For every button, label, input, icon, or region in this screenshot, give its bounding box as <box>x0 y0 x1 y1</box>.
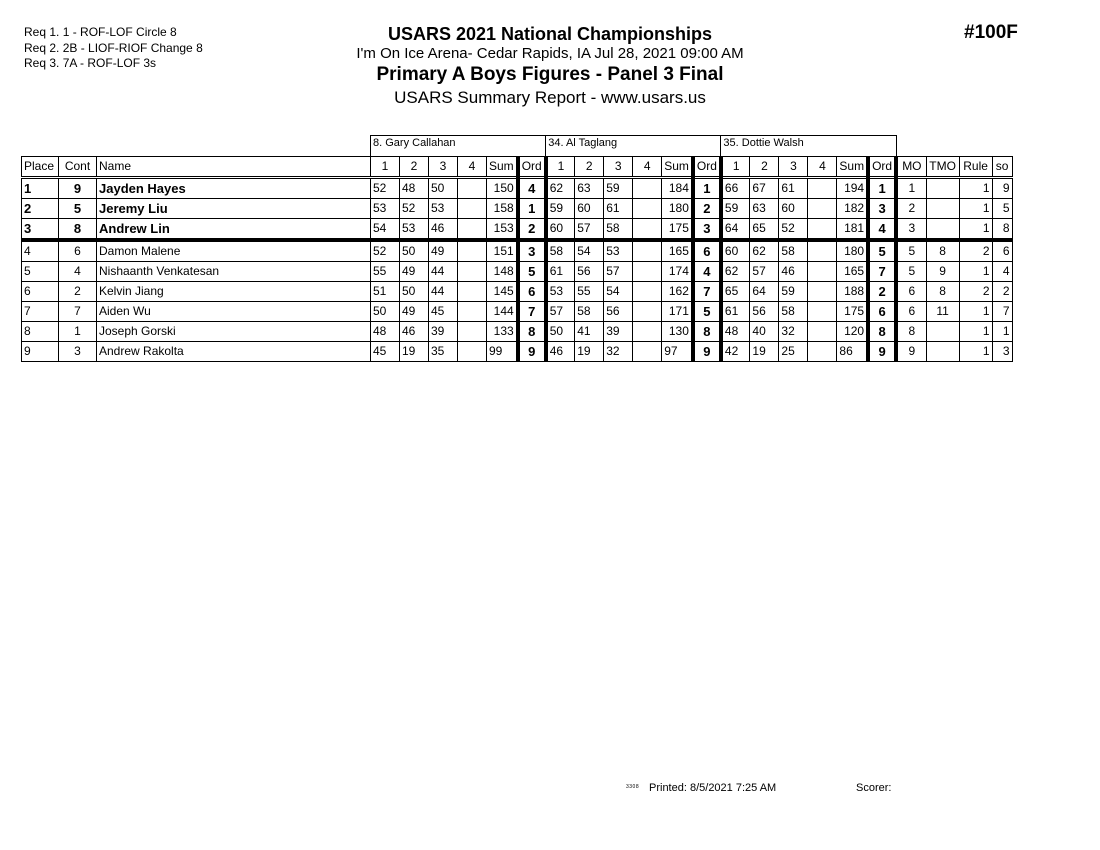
ordinal-cell: 4 <box>868 219 896 241</box>
figure-score: 32 <box>779 322 808 342</box>
figure-score: 49 <box>400 262 429 282</box>
figure-score: 65 <box>721 282 750 302</box>
sum-cell: 133 <box>487 322 518 342</box>
ordinal-cell: 9 <box>868 342 896 362</box>
result-row <box>22 262 1013 282</box>
figure-score: 64 <box>750 282 779 302</box>
figure-score <box>808 282 837 302</box>
ordinal-cell: 8 <box>518 322 546 342</box>
ordinal-cell: 7 <box>518 302 546 322</box>
col-ord: Ord <box>868 157 896 178</box>
col-place: Place <box>22 157 59 178</box>
ordinal-cell: 3 <box>868 199 896 219</box>
rule-cell: 1 <box>959 178 992 199</box>
sum-cell: 97 <box>662 342 693 362</box>
mo-cell: 6 <box>896 302 926 322</box>
cont-cell: 9 <box>59 178 97 199</box>
col-ord: Ord <box>693 157 721 178</box>
cont-cell: 3 <box>59 342 97 362</box>
figure-score: 25 <box>779 342 808 362</box>
so-cell: 4 <box>992 262 1012 282</box>
tmo-cell <box>926 199 959 219</box>
rule-cell: 1 <box>959 322 992 342</box>
rule-cell: 1 <box>959 342 992 362</box>
figure-score <box>808 322 837 342</box>
result-row <box>22 199 1013 219</box>
tmo-cell: 8 <box>926 240 959 262</box>
cont-cell: 7 <box>59 302 97 322</box>
figure-score: 63 <box>750 199 779 219</box>
scorer-label: Scorer: <box>856 782 892 794</box>
col-fig-2: 2 <box>750 157 779 178</box>
figure-score <box>808 342 837 362</box>
figure-score: 48 <box>371 322 400 342</box>
sum-cell: 175 <box>837 302 868 322</box>
sum-cell: 171 <box>662 302 693 322</box>
mo-cell: 3 <box>896 219 926 241</box>
figure-score: 62 <box>546 178 575 199</box>
col-fig-4: 4 <box>458 157 487 178</box>
figure-score: 52 <box>779 219 808 241</box>
figure-score <box>458 302 487 322</box>
tmo-cell: 8 <box>926 282 959 302</box>
ordinal-cell: 7 <box>868 262 896 282</box>
col-sum: Sum <box>662 157 693 178</box>
tmo-cell <box>926 322 959 342</box>
figure-score <box>633 322 662 342</box>
col-fig-3: 3 <box>779 157 808 178</box>
figure-score: 46 <box>400 322 429 342</box>
event-title: Primary A Boys Figures - Panel 3 Final <box>376 64 724 85</box>
figure-score <box>458 262 487 282</box>
skater-name: Damon Malene <box>97 240 371 262</box>
place-cell: 5 <box>22 262 59 282</box>
figure-score <box>633 262 662 282</box>
ordinal-cell: 1 <box>868 178 896 199</box>
figure-score <box>808 302 837 322</box>
figure-score: 64 <box>721 219 750 241</box>
figure-score: 53 <box>604 240 633 262</box>
figure-score: 52 <box>371 178 400 199</box>
printed-timestamp: Printed: 8/5/2021 7:25 AM <box>649 782 777 794</box>
col-fig-3: 3 <box>429 157 458 178</box>
figure-score: 57 <box>750 262 779 282</box>
ordinal-cell: 5 <box>693 302 721 322</box>
figure-score: 45 <box>371 342 400 362</box>
sum-cell: 86 <box>837 342 868 362</box>
so-cell: 5 <box>992 199 1012 219</box>
figure-score: 59 <box>546 199 575 219</box>
figure-score: 19 <box>400 342 429 362</box>
col-sum: Sum <box>837 157 868 178</box>
figure-score <box>633 199 662 219</box>
figure-score: 19 <box>750 342 779 362</box>
cont-cell: 6 <box>59 240 97 262</box>
ordinal-cell: 6 <box>868 302 896 322</box>
result-row <box>22 219 1013 241</box>
figure-score <box>808 219 837 241</box>
requirement-item: Req 1. 1 - ROF-LOF Circle 8 <box>24 25 177 39</box>
figure-score: 49 <box>429 240 458 262</box>
place-cell: 6 <box>22 282 59 302</box>
figure-score: 44 <box>429 262 458 282</box>
figure-score: 55 <box>371 262 400 282</box>
figure-score: 59 <box>779 282 808 302</box>
tmo-cell: 11 <box>926 302 959 322</box>
judge-name: 8. Gary Callahan <box>371 136 546 157</box>
requirements-list <box>24 25 203 72</box>
figure-score: 19 <box>575 342 604 362</box>
col-so: so <box>992 157 1012 178</box>
figure-score: 56 <box>575 262 604 282</box>
result-row <box>22 178 1013 199</box>
ordinal-cell: 4 <box>518 178 546 199</box>
so-cell: 1 <box>992 322 1012 342</box>
sum-cell: 165 <box>662 240 693 262</box>
skater-name: Joseph Gorski <box>97 322 371 342</box>
figure-score: 53 <box>546 282 575 302</box>
ordinal-cell: 6 <box>693 240 721 262</box>
sum-cell: 181 <box>837 219 868 241</box>
figure-score: 42 <box>721 342 750 362</box>
figure-score: 54 <box>371 219 400 241</box>
figure-score: 58 <box>779 302 808 322</box>
skater-name: Andrew Lin <box>97 219 371 241</box>
requirement-item: Req 2. 2B - LIOF-RIOF Change 8 <box>24 40 203 55</box>
sum-cell: 188 <box>837 282 868 302</box>
tmo-cell <box>926 178 959 199</box>
figure-score <box>633 282 662 302</box>
figure-score <box>808 199 837 219</box>
col-fig-1: 1 <box>371 157 400 178</box>
figure-score: 61 <box>779 178 808 199</box>
figure-score: 59 <box>721 199 750 219</box>
place-cell: 1 <box>22 178 59 199</box>
skater-name: Nishaanth Venkatesan <box>97 262 371 282</box>
figure-score: 44 <box>429 282 458 302</box>
figure-score: 60 <box>779 199 808 219</box>
ordinal-cell: 2 <box>518 219 546 241</box>
col-name: Name <box>97 157 371 178</box>
rule-cell: 2 <box>959 240 992 262</box>
ordinal-cell: 3 <box>518 240 546 262</box>
sum-cell: 182 <box>837 199 868 219</box>
figure-score <box>633 219 662 241</box>
figure-score: 39 <box>604 322 633 342</box>
mo-cell: 1 <box>896 178 926 199</box>
figure-score: 60 <box>721 240 750 262</box>
col-ord: Ord <box>518 157 546 178</box>
figure-score <box>458 282 487 302</box>
figure-score <box>633 240 662 262</box>
footer-code: 3308 <box>626 784 640 790</box>
cont-cell: 5 <box>59 199 97 219</box>
venue-date: I'm On Ice Arena- Cedar Rapids, IA Jul 28, 2021 09:00 AM <box>356 45 744 62</box>
figure-score <box>458 342 487 362</box>
col-sum: Sum <box>487 157 518 178</box>
sum-cell: 151 <box>487 240 518 262</box>
sum-cell: 148 <box>487 262 518 282</box>
mo-cell: 6 <box>896 282 926 302</box>
figure-score: 56 <box>604 302 633 322</box>
place-cell: 2 <box>22 199 59 219</box>
col-fig-2: 2 <box>575 157 604 178</box>
col-fig-3: 3 <box>604 157 633 178</box>
ordinal-cell: 1 <box>693 178 721 199</box>
figure-score: 61 <box>721 302 750 322</box>
so-cell: 6 <box>992 240 1012 262</box>
figure-score: 50 <box>400 282 429 302</box>
place-cell: 4 <box>22 240 59 262</box>
figure-score: 54 <box>575 240 604 262</box>
ordinal-cell: 6 <box>518 282 546 302</box>
judge-header-row <box>22 136 1013 157</box>
figure-score: 59 <box>604 178 633 199</box>
figure-score <box>458 199 487 219</box>
skater-name: Andrew Rakolta <box>97 342 371 362</box>
ordinal-cell: 5 <box>518 262 546 282</box>
report-header <box>330 24 770 109</box>
figure-score: 66 <box>721 178 750 199</box>
result-row <box>22 302 1013 322</box>
so-cell: 8 <box>992 219 1012 241</box>
result-row <box>22 322 1013 342</box>
figure-score: 46 <box>779 262 808 282</box>
cont-cell: 4 <box>59 262 97 282</box>
figure-score <box>458 240 487 262</box>
skater-name: Jayden Hayes <box>97 178 371 199</box>
judge-name: 34. Al Taglang <box>546 136 721 157</box>
figure-score: 67 <box>750 178 779 199</box>
mo-cell: 8 <box>896 322 926 342</box>
figure-score: 58 <box>575 302 604 322</box>
figure-score <box>458 219 487 241</box>
figure-score: 62 <box>721 262 750 282</box>
ordinal-cell: 5 <box>868 240 896 262</box>
figure-score: 53 <box>371 199 400 219</box>
figure-score: 57 <box>604 262 633 282</box>
ordinal-cell: 2 <box>693 199 721 219</box>
so-cell: 3 <box>992 342 1012 362</box>
tmo-cell: 9 <box>926 262 959 282</box>
figure-score: 48 <box>721 322 750 342</box>
figure-score: 50 <box>429 178 458 199</box>
sum-cell: 180 <box>837 240 868 262</box>
result-row <box>22 240 1013 262</box>
place-cell: 8 <box>22 322 59 342</box>
requirement-item: Req 3. 7A - ROF-LOF 3s <box>24 56 157 70</box>
mo-cell: 9 <box>896 342 926 362</box>
so-cell: 9 <box>992 178 1012 199</box>
figure-score: 65 <box>750 219 779 241</box>
figure-score: 56 <box>750 302 779 322</box>
column-header-row <box>22 157 1013 178</box>
col-fig-1: 1 <box>721 157 750 178</box>
figure-score: 53 <box>400 219 429 241</box>
figure-score: 40 <box>750 322 779 342</box>
sum-cell: 194 <box>837 178 868 199</box>
figure-score: 41 <box>575 322 604 342</box>
sum-cell: 150 <box>487 178 518 199</box>
tmo-cell <box>926 219 959 241</box>
results-table <box>21 135 1013 362</box>
col-rule: Rule <box>959 157 992 178</box>
ordinal-cell: 2 <box>868 282 896 302</box>
sum-cell: 153 <box>487 219 518 241</box>
col-fig-1: 1 <box>546 157 575 178</box>
ordinal-cell: 9 <box>518 342 546 362</box>
figure-score: 58 <box>604 219 633 241</box>
figure-score: 50 <box>546 322 575 342</box>
col-fig-2: 2 <box>400 157 429 178</box>
so-cell: 2 <box>992 282 1012 302</box>
mo-cell: 5 <box>896 240 926 262</box>
figure-score: 57 <box>546 302 575 322</box>
competition-title: USARS 2021 National Championships <box>387 24 713 44</box>
ordinal-cell: 4 <box>693 262 721 282</box>
mo-cell: 5 <box>896 262 926 282</box>
figure-score <box>458 178 487 199</box>
tmo-cell <box>926 342 959 362</box>
figure-score: 57 <box>575 219 604 241</box>
figure-score: 50 <box>371 302 400 322</box>
figure-score <box>808 240 837 262</box>
skater-name: Jeremy Liu <box>97 199 371 219</box>
ordinal-cell: 3 <box>693 219 721 241</box>
figure-score: 46 <box>546 342 575 362</box>
figure-score: 48 <box>400 178 429 199</box>
figure-score <box>808 262 837 282</box>
cont-cell: 1 <box>59 322 97 342</box>
place-cell: 9 <box>22 342 59 362</box>
figure-score: 63 <box>575 178 604 199</box>
sum-cell: 175 <box>662 219 693 241</box>
col-tmo: TMO <box>926 157 959 178</box>
sum-cell: 144 <box>487 302 518 322</box>
cont-cell: 8 <box>59 219 97 241</box>
sum-cell: 162 <box>662 282 693 302</box>
figure-score: 55 <box>575 282 604 302</box>
figure-score: 51 <box>371 282 400 302</box>
figure-score: 50 <box>400 240 429 262</box>
figure-score: 60 <box>575 199 604 219</box>
col-fig-4: 4 <box>633 157 662 178</box>
figure-score: 52 <box>371 240 400 262</box>
event-number: #100F <box>964 22 1018 43</box>
judge-name: 35. Dottie Walsh <box>721 136 896 157</box>
sum-cell: 145 <box>487 282 518 302</box>
ordinal-cell: 7 <box>693 282 721 302</box>
figure-score: 39 <box>429 322 458 342</box>
col-mo: MO <box>896 157 926 178</box>
rule-cell: 1 <box>959 199 992 219</box>
rule-cell: 1 <box>959 302 992 322</box>
figure-score <box>633 302 662 322</box>
figure-score: 32 <box>604 342 633 362</box>
figure-score <box>633 178 662 199</box>
sum-cell: 180 <box>662 199 693 219</box>
col-cont: Cont <box>59 157 97 178</box>
figure-score: 61 <box>604 199 633 219</box>
mo-cell: 2 <box>896 199 926 219</box>
rule-cell: 1 <box>959 219 992 241</box>
sum-cell: 174 <box>662 262 693 282</box>
figure-score: 60 <box>546 219 575 241</box>
sum-cell: 120 <box>837 322 868 342</box>
figure-score <box>808 178 837 199</box>
figure-score: 62 <box>750 240 779 262</box>
rule-cell: 1 <box>959 262 992 282</box>
report-subtitle: USARS Summary Report - www.usars.us <box>394 88 706 107</box>
rule-cell: 2 <box>959 282 992 302</box>
figure-score: 58 <box>546 240 575 262</box>
result-row <box>22 342 1013 362</box>
place-cell: 7 <box>22 302 59 322</box>
sum-cell: 158 <box>487 199 518 219</box>
skater-name: Kelvin Jiang <box>97 282 371 302</box>
ordinal-cell: 8 <box>693 322 721 342</box>
figure-score: 53 <box>429 199 458 219</box>
so-cell: 7 <box>992 302 1012 322</box>
figure-score <box>458 322 487 342</box>
sum-cell: 130 <box>662 322 693 342</box>
col-fig-4: 4 <box>808 157 837 178</box>
ordinal-cell: 8 <box>868 322 896 342</box>
figure-score: 58 <box>779 240 808 262</box>
figure-score <box>633 342 662 362</box>
figure-score: 54 <box>604 282 633 302</box>
cont-cell: 2 <box>59 282 97 302</box>
result-row <box>22 282 1013 302</box>
skater-name: Aiden Wu <box>97 302 371 322</box>
ordinal-cell: 9 <box>693 342 721 362</box>
figure-score: 46 <box>429 219 458 241</box>
figure-score: 35 <box>429 342 458 362</box>
figure-score: 52 <box>400 199 429 219</box>
figure-score: 45 <box>429 302 458 322</box>
sum-cell: 184 <box>662 178 693 199</box>
sum-cell: 99 <box>487 342 518 362</box>
ordinal-cell: 1 <box>518 199 546 219</box>
place-cell: 3 <box>22 219 59 241</box>
figure-score: 49 <box>400 302 429 322</box>
sum-cell: 165 <box>837 262 868 282</box>
figure-score: 61 <box>546 262 575 282</box>
